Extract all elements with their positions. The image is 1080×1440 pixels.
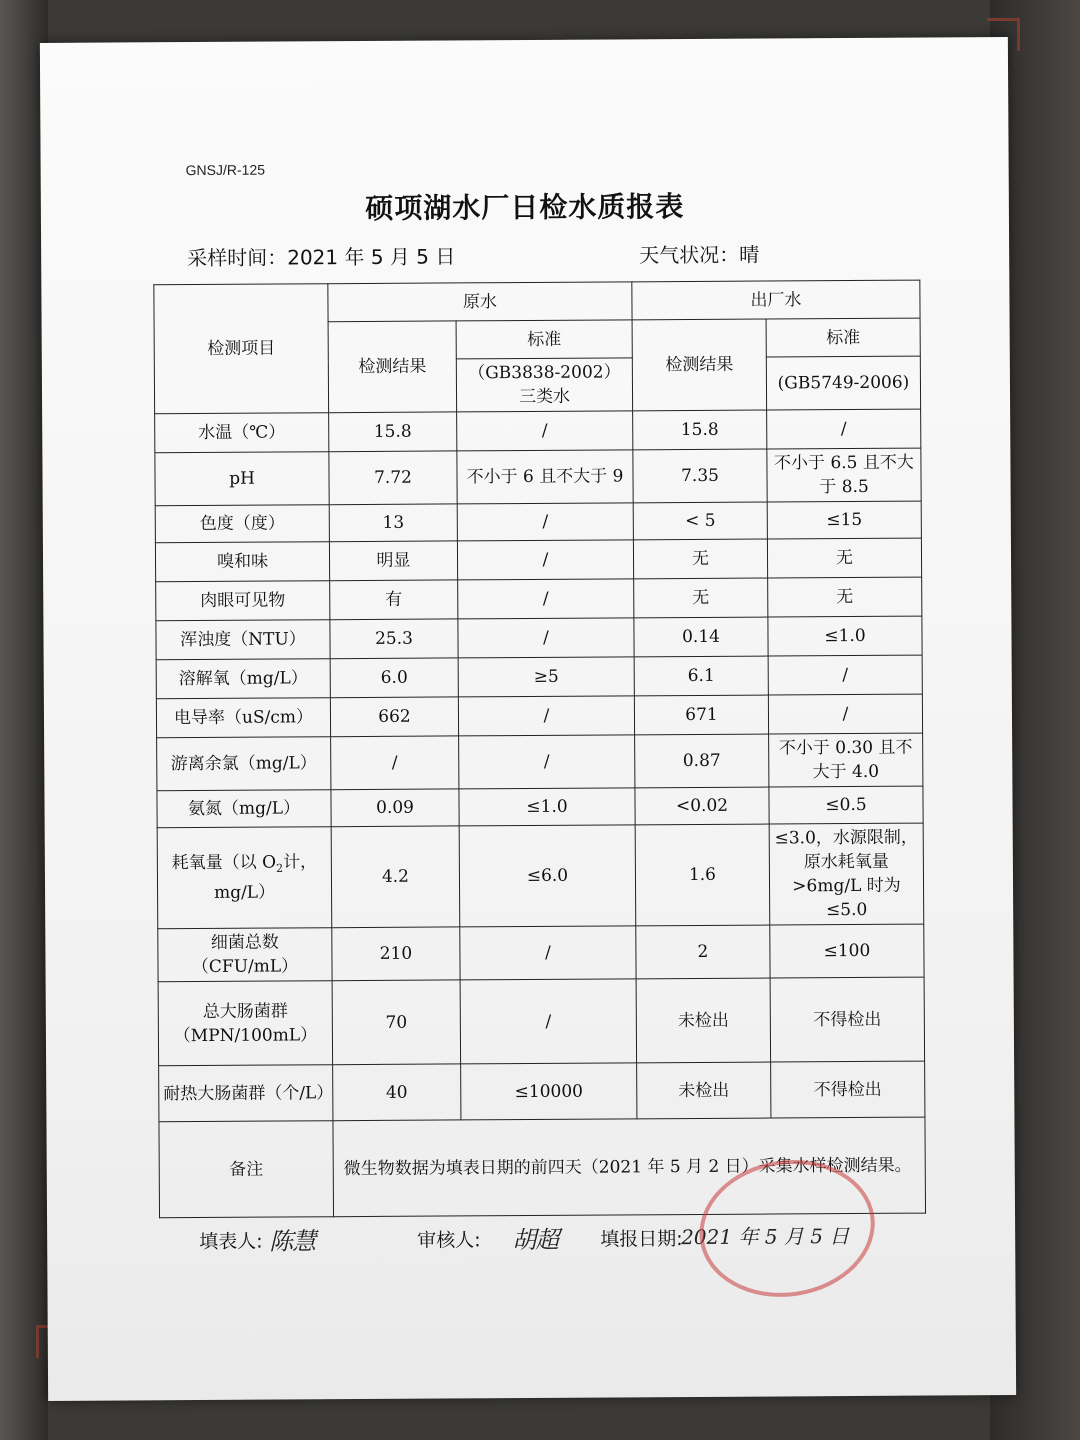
row-finished-result: 1.6 xyxy=(635,824,770,926)
subscript: 2 xyxy=(276,861,284,875)
row-raw-standard: / xyxy=(457,503,633,541)
row-finished-standard: 无 xyxy=(768,577,922,617)
row-finished-standard: ≤15 xyxy=(767,501,921,539)
filler-signature: 陈慧 xyxy=(269,1227,316,1256)
row-raw-result: 6.0 xyxy=(330,658,458,698)
table-row xyxy=(157,823,924,929)
row-raw-standard: / xyxy=(459,735,635,789)
row-finished-standard: 不小于 6.5 且不大于 8.5 xyxy=(767,448,921,502)
row-raw-result: 有 xyxy=(330,580,458,620)
table-row xyxy=(158,977,924,1066)
row-finished-result: 0.14 xyxy=(634,617,768,657)
reviewer-label: 审核人: xyxy=(417,1229,481,1252)
row-item: 细菌总数（CFU/mL） xyxy=(158,928,332,982)
row-raw-standard: ≤10000 xyxy=(461,1063,637,1120)
row-finished-result: 2 xyxy=(636,925,770,979)
row-item: pH xyxy=(155,452,329,506)
row-raw-standard: ≤1.0 xyxy=(459,788,635,826)
remarks-text: 微生物数据为填表日期的前四天（2021 年 5 月 2 日）采集水样检测结果。 xyxy=(333,1117,926,1217)
row-raw-standard: ≥5 xyxy=(458,657,634,697)
item-text: 耗氧量（以 O xyxy=(171,852,277,873)
row-raw-result: 25.3 xyxy=(330,619,458,659)
row-item xyxy=(157,827,332,929)
row-item: 游离余氯（mg/L） xyxy=(157,737,331,791)
table-row xyxy=(158,924,924,982)
row-finished-standard: ≤100 xyxy=(770,924,924,978)
row-raw-standard: / xyxy=(458,579,634,619)
header-item: 检测项目 xyxy=(154,284,329,414)
row-finished-standard: 无 xyxy=(767,538,921,578)
row-finished-result: <0.02 xyxy=(635,787,769,825)
row-finished-standard: 不得检出 xyxy=(770,977,925,1062)
row-item: 浑浊度（NTU） xyxy=(156,620,330,660)
row-item: 总大肠菌群（MPN/100mL） xyxy=(158,981,333,1066)
row-raw-result: 40 xyxy=(333,1064,461,1121)
row-finished-result: 6.1 xyxy=(634,656,768,696)
row-item: 溶解氧（mg/L） xyxy=(156,659,330,699)
row-finished-result: 未检出 xyxy=(637,1062,771,1119)
row-raw-result: 662 xyxy=(330,697,458,737)
table-row xyxy=(157,733,923,791)
row-raw-result: 4.2 xyxy=(331,826,460,928)
weather-status: 天气状况：晴 xyxy=(639,242,760,268)
row-raw-standard: / xyxy=(460,979,637,1064)
row-item: 色度（度） xyxy=(155,505,329,543)
row-item: 水温（℃） xyxy=(155,413,329,453)
row-raw-result: 7.72 xyxy=(329,451,457,505)
header-raw-standard-ref: （GB3838-2002）三类水 xyxy=(456,358,632,412)
table-row xyxy=(159,1061,925,1122)
header-raw-water: 原水 xyxy=(328,282,632,322)
row-finished-standard: 不小于 0.30 且不大于 4.0 xyxy=(769,733,923,787)
row-raw-result: 70 xyxy=(332,980,461,1065)
table-row xyxy=(155,538,921,582)
row-finished-result: < 5 xyxy=(633,502,767,540)
row-finished-result: 671 xyxy=(634,695,768,735)
row-finished-result: 未检出 xyxy=(636,978,771,1063)
row-raw-standard: / xyxy=(458,696,634,736)
row-item: 肉眼可见物 xyxy=(156,581,330,621)
document-code: GNSJ/R-125 xyxy=(185,161,266,179)
row-raw-standard: / xyxy=(458,618,634,658)
row-raw-standard: / xyxy=(460,926,636,980)
row-finished-result: 0.87 xyxy=(635,734,769,788)
row-finished-standard: ≤3.0，水源限制，原水耗氧量>6mg/L 时为≤5.0 xyxy=(769,823,924,925)
row-raw-standard: 不小于 6 且不大于 9 xyxy=(457,450,633,504)
row-raw-result: 13 xyxy=(329,504,457,542)
row-raw-standard: ≤6.0 xyxy=(459,825,636,927)
report-sheet xyxy=(40,37,1016,1401)
row-item: 氨氮（mg/L） xyxy=(157,790,331,828)
row-raw-result: / xyxy=(331,736,459,790)
row-finished-result: 无 xyxy=(633,539,767,579)
row-finished-standard: / xyxy=(767,409,921,449)
table-row xyxy=(155,448,921,506)
table-row xyxy=(156,655,922,699)
filler-label: 填表人: xyxy=(199,1230,263,1254)
page-title: 硕项湖水厂日检水质报表 xyxy=(365,190,685,225)
remarks-label: 备注 xyxy=(159,1121,334,1218)
table-row xyxy=(156,577,922,621)
item-text: 计，mg/L） xyxy=(213,852,318,904)
table-row xyxy=(156,616,922,660)
row-finished-standard: / xyxy=(768,694,922,734)
row-raw-result: 0.09 xyxy=(331,789,459,827)
reviewer-signature: 胡超 xyxy=(512,1225,559,1255)
header-finished-water: 出厂水 xyxy=(632,280,920,320)
water-quality-table xyxy=(153,280,926,1219)
row-finished-standard: 不得检出 xyxy=(771,1061,925,1118)
row-item: 耐热大肠菌群（个/L） xyxy=(159,1065,333,1122)
table-row xyxy=(155,501,921,543)
header-raw-standard: 标准 xyxy=(456,320,632,359)
header-raw-result: 检测结果 xyxy=(328,321,457,413)
row-raw-result: 210 xyxy=(332,927,460,981)
sampling-time: 采样时间：2021 年 5 月 5 日 xyxy=(187,244,456,271)
row-raw-result: 明显 xyxy=(329,541,457,581)
row-item: 电导率（uS/cm） xyxy=(156,698,330,738)
row-finished-standard: ≤1.0 xyxy=(768,616,922,656)
report-date-label: 填报日期: xyxy=(600,1228,683,1251)
row-finished-result: 7.35 xyxy=(633,449,767,503)
row-raw-result: 15.8 xyxy=(329,412,457,452)
row-item: 嗅和味 xyxy=(155,542,329,582)
header-finished-standard: 标准 xyxy=(766,318,920,357)
row-finished-result: 15.8 xyxy=(633,410,767,450)
table-row xyxy=(157,786,923,828)
row-finished-standard: / xyxy=(768,655,922,695)
table-row xyxy=(156,694,922,738)
header-finished-result: 检测结果 xyxy=(632,319,767,411)
report-date-value: 2021 年 5 月 5 日 xyxy=(681,1224,850,1250)
row-raw-standard: / xyxy=(457,411,633,451)
row-finished-result: 无 xyxy=(634,578,768,618)
row-raw-standard: / xyxy=(457,540,633,580)
table-row xyxy=(155,409,921,453)
header-finished-standard-ref: (GB5749-2006) xyxy=(766,356,920,410)
row-finished-standard: ≤0.5 xyxy=(769,786,923,824)
